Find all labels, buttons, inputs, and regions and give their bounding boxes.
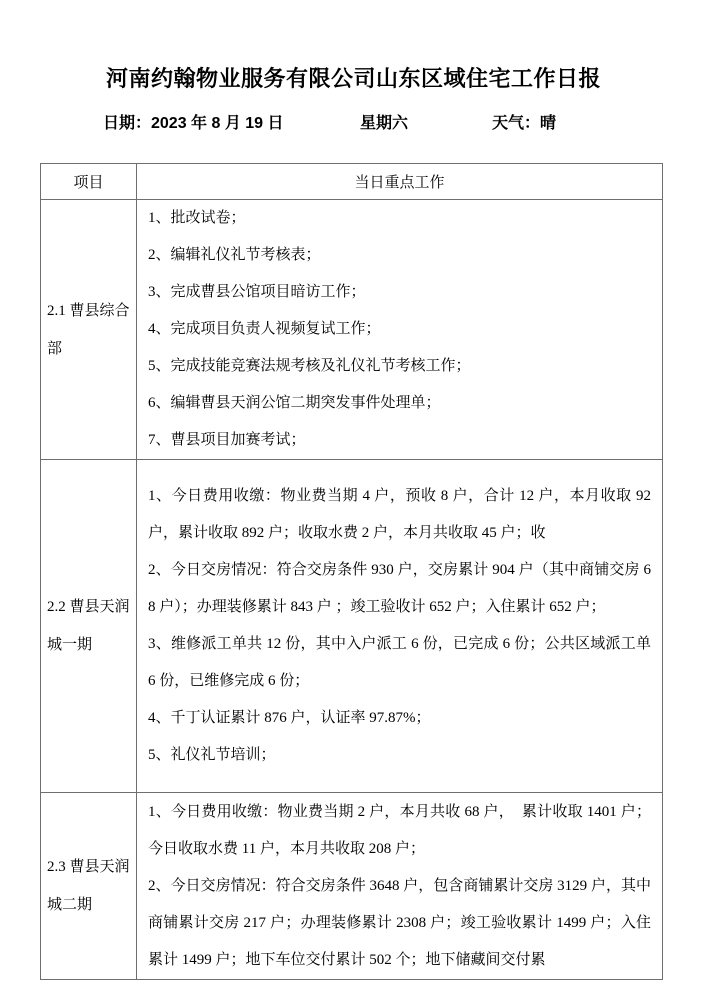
work-cell <box>137 793 663 980</box>
report-weekday: 星期六 <box>360 115 409 132</box>
work-item: 2、今日交房情况：符合交房条件 930 户，交房累计 904 户（其中商铺交房 68 户）；办理装修累计 843 户 ；竣工验收计 652 户；入住累计 652 户； <box>148 562 651 615</box>
report-weather: 天气：晴 <box>492 115 557 132</box>
work-item: 1、批改试卷； <box>148 210 246 226</box>
work-item: 7、曹县项目加赛考试； <box>148 432 306 448</box>
table-row <box>41 460 663 793</box>
work-item: 4、千丁认证累计 876 户，认证率 97.87%； <box>148 710 431 726</box>
work-items-clipped <box>148 794 651 979</box>
work-item: 1、今日费用收缴：物业费当期 2 户，本月共收 68 户， 累计收取 1401 户；今日收取水费 11 户，本月共收取 208 户； <box>148 803 651 857</box>
table-header-row <box>41 164 663 200</box>
meta-line <box>0 110 707 134</box>
work-item: 4、完成项目负责人视频复试工作； <box>148 321 381 337</box>
page-title: 河南约翰物业服务有限公司山东区域住宅工作日报 <box>105 66 601 91</box>
table-row <box>41 200 663 460</box>
work-item: 6、编辑曹县天润公馆二期突发事件处理单； <box>148 395 441 411</box>
daily-report-table <box>40 163 663 980</box>
report-date: 日期：2023 年 8 月 19 日 <box>103 115 284 132</box>
project-cell: 2.2 曹县天润城一期 <box>41 460 137 793</box>
work-item: 2、编辑礼仪礼节考核表； <box>148 247 321 263</box>
project-cell: 2.3 曹县天润城二期 <box>41 793 137 980</box>
work-item: 3、完成曹县公馆项目暗访工作； <box>148 284 366 300</box>
work-cell <box>137 460 663 793</box>
work-item: 3、维修派工单共 12 份，其中入户派工 6 份，已完成 6 份；公共区域派工单 6 份，已维修完成 6 份； <box>148 636 655 689</box>
work-cell <box>137 200 663 460</box>
work-item: 5、礼仪礼节培训； <box>148 747 276 763</box>
table-row <box>41 793 663 980</box>
project-cell: 2.1 曹县综合部 <box>41 200 137 460</box>
work-item: 5、完成技能竞赛法规考核及礼仪礼节考核工作； <box>148 358 471 374</box>
work-item: 2、今日交房情况：符合交房条件 3648 户，包含商铺累计交房 3129 户，其中商铺累计交房 217 户；办理装修累计 2308 户；竣工验收累计 1499 户；入住累计 1499 户；地下车位交付累计 502 个；地下储藏间交付累 <box>148 877 651 968</box>
header-work: 当日重点工作 <box>137 164 663 200</box>
header-project: 项目 <box>41 164 137 200</box>
work-item: 1、今日费用收缴：物业费当期 4 户，预收 8 户，合计 12 户，本月收取 92 户，累计收取 892 户；收取水费 2 户，本月共收取 45 户；收 <box>148 488 655 541</box>
